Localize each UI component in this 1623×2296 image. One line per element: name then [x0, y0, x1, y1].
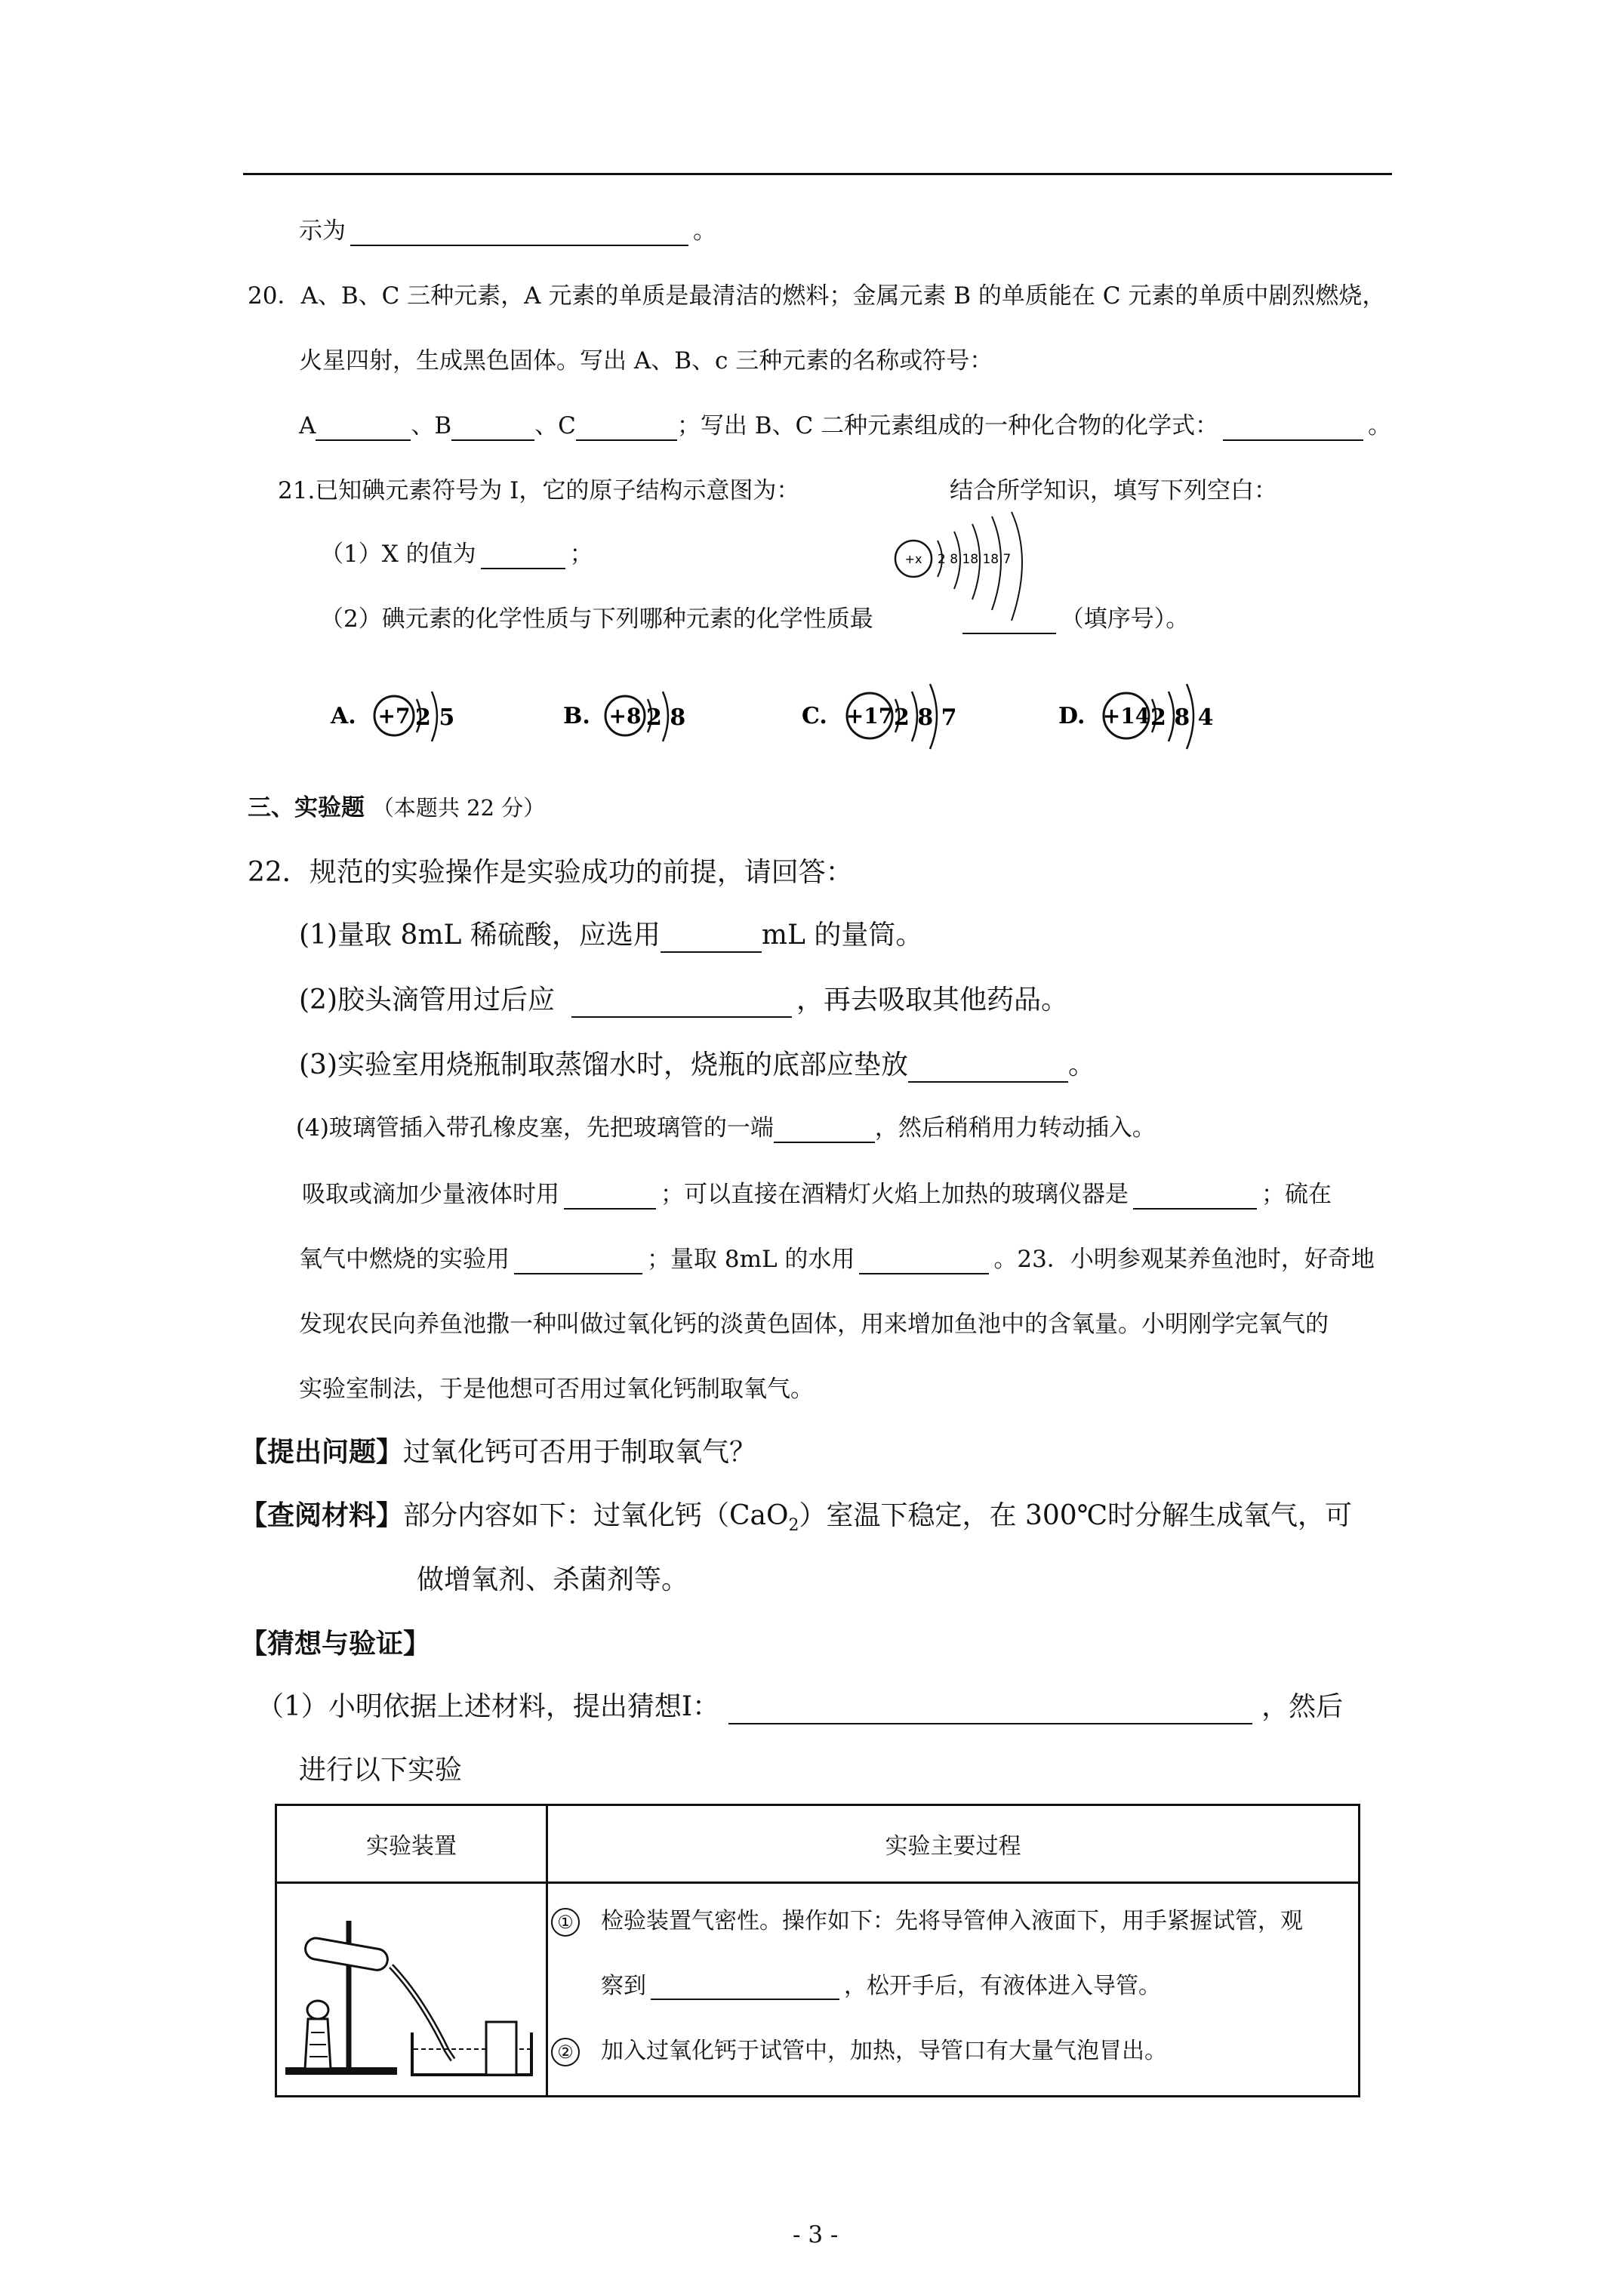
q20-line2: 火星四射，生成黑色固体。写出 A、B、c 三种元素的名称或符号： [299, 347, 993, 374]
experiment-table [275, 1804, 1360, 2097]
q22-blank-2[interactable] [571, 988, 792, 1018]
q20-label-c: 、C [534, 412, 576, 439]
q23-guess-tag: 【猜想与验证】 [240, 1628, 431, 1660]
q21-options [323, 676, 1304, 752]
stand-base [285, 2067, 397, 2075]
q23-ask-tag: 【提出问题】 [240, 1436, 404, 1468]
q23-ref-text2: ）室温下稳定，在 300℃时分解生成氧气，可 [799, 1500, 1352, 1531]
apparatus-cell [276, 1883, 547, 2097]
q21-sub2 [320, 604, 1189, 634]
q21-sub1 [320, 539, 593, 569]
q20-label-a: A [299, 412, 316, 439]
q21-blank-x[interactable] [481, 544, 565, 569]
q22-p6-mid: ；量取 8mL 的水用 [647, 1246, 855, 1273]
step-2-text: 加入过氧化钙于试管中，加热，导管口有大量气泡冒出。 [601, 2038, 1167, 2064]
q22-part4 [296, 1113, 1156, 1143]
q23-ref-text1: 部分内容如下：过氧化钙（CaO [403, 1500, 789, 1531]
q22-blank-6[interactable] [1133, 1184, 1257, 1210]
q22-blank-8[interactable] [859, 1249, 989, 1274]
q20-blank-c[interactable] [576, 415, 677, 441]
header-rule [243, 173, 1392, 175]
q20-blank-a[interactable] [316, 415, 411, 441]
q22-p1-text: (1)量取 8mL 稀硫酸，应选用 [299, 920, 661, 951]
q23-guess-1 [257, 1690, 1343, 1724]
option-b[interactable] [563, 692, 685, 741]
section-3-heading [248, 793, 545, 823]
q19-prefix: 示为 [299, 217, 346, 245]
option-d-letter: D. [1058, 703, 1086, 729]
process-cell [547, 1883, 1360, 2097]
option-d[interactable] [1058, 684, 1214, 749]
q20-blank-b[interactable] [451, 415, 534, 441]
option-c-nucleus: +17 [845, 704, 894, 729]
table-header-apparatus: 实验装置 [276, 1805, 547, 1883]
q22-p5-mid: ；可以直接在酒精灯火焰上加热的玻璃仪器是 [661, 1181, 1129, 1208]
q20-blank-formula[interactable] [1223, 415, 1363, 441]
q23-intro-line3: 实验室制法，于是他想可否用过氧化钙制取氧气。 [299, 1376, 814, 1403]
q22-p1-end: mL 的量筒。 [761, 920, 923, 951]
q19-suffix: 。 [693, 217, 716, 245]
option-d-nucleus: +14 [1102, 704, 1150, 729]
step-1-number: ① [551, 1908, 580, 1937]
q23-ref-subscript: 2 [788, 1516, 799, 1536]
q22-p2-end: ，再去吸取其他药品。 [796, 985, 1069, 1015]
q20-line3 [299, 411, 1391, 441]
q20-label-b: 、B [411, 412, 452, 439]
q23-reference-line2: 做增氧剂、杀菌剂等。 [417, 1564, 689, 1595]
q22-blank-4[interactable] [774, 1117, 875, 1143]
q23-intro-line2: 发现农民向养鱼池撒一种叫做过氧化钙的淡黄色固体，用来增加鱼池中的含氧量。小明刚学完氧气的 [299, 1311, 1329, 1338]
q22-p5-end: ；硫在 [1261, 1181, 1332, 1208]
step-2-line [551, 2032, 1167, 2066]
q21-sub2-end: （填序号）。 [1060, 606, 1190, 633]
q21-stem2: 结合所学知识，填写下列空白： [950, 477, 1277, 504]
page-number: - 3 - [793, 2221, 839, 2248]
q21-sub1-end: ； [569, 541, 593, 568]
q23-ref-tag: 【查阅材料】 [240, 1499, 404, 1531]
q23-blank-guess[interactable] [728, 1694, 1252, 1724]
q22-blank-5[interactable] [564, 1184, 656, 1210]
q23-question [240, 1435, 756, 1470]
q20-formula-prompt: ；写出 B、C 二种元素组成的一种化合物的化学式： [676, 412, 1219, 439]
option-a[interactable] [330, 692, 454, 741]
q22-p2-text: (2)胶头滴管用过后应 [299, 985, 555, 1015]
q23-guess-text: （1）小明依据上述材料，提出猜想Ⅰ： [257, 1691, 720, 1722]
option-a-shells: 2 5 [415, 704, 455, 731]
option-c-letter: C. [802, 703, 827, 729]
q20-line1: 20．A、B、C 三种元素，A 元素的单质是最清洁的燃料；金属元素 B 的单质能在 C 元素的单质中剧烈燃烧， [248, 282, 1386, 310]
option-c-shells: 2 8 7 [894, 704, 957, 731]
step-2-number: ② [551, 2038, 580, 2066]
option-b-letter: B. [563, 703, 590, 729]
q22-line5 [302, 1179, 1332, 1210]
q22-p6-text: 氧气中燃烧的实验用 [299, 1246, 510, 1273]
q22-p5-text: 吸取或滴加少量液体时用 [302, 1181, 559, 1208]
q22-p4-text: (4)玻璃管插入带孔橡皮塞，先把玻璃管的一端 [296, 1114, 774, 1142]
step-1-line1 [551, 1902, 1303, 1937]
q21-sub2-text: （2）碘元素的化学性质与下列哪种元素的化学性质最 [320, 606, 873, 633]
apparatus-drawing [278, 1885, 542, 2088]
q23-reference [240, 1498, 1352, 1543]
q23-guess-end: ，然后 [1261, 1691, 1344, 1722]
iodine-nucleus-label: +x [904, 552, 922, 566]
q22-part2 [299, 983, 1068, 1018]
q22-blank-1[interactable] [661, 923, 762, 953]
option-b-nucleus: +8 [608, 704, 642, 729]
table-body-row [276, 1883, 1360, 2097]
q20-end: 。 [1368, 412, 1392, 439]
option-a-nucleus: +7 [377, 704, 411, 729]
table-header-process: 实验主要过程 [547, 1805, 1360, 1883]
q21-stem: 21.已知碘元素符号为 I，它的原子结构示意图为： [278, 477, 800, 504]
q22-blank-3[interactable] [908, 1052, 1068, 1083]
q22-blank-7[interactable] [514, 1249, 642, 1274]
option-a-letter: A. [331, 703, 356, 729]
step-1-line2 [601, 1967, 1161, 2000]
option-c[interactable] [802, 684, 957, 749]
q22-part3 [299, 1048, 1095, 1083]
q23-ask-text: 过氧化钙可否用于制取氧气？ [403, 1437, 757, 1468]
iodine-shell-counts: 2 8 18 18 7 [938, 552, 1012, 567]
option-b-shells: 2 8 [646, 704, 686, 731]
q22-line6 [299, 1244, 1375, 1274]
step-1-blank[interactable] [651, 1974, 839, 2000]
q22-p6-end: 。23．小明参观某养鱼池时，好奇地 [993, 1246, 1375, 1273]
lamp-flame [307, 2001, 328, 2019]
q22-p4-end: ，然后稍稍用力转动插入。 [874, 1114, 1156, 1142]
q23-guess-line2: 进行以下实验 [299, 1755, 463, 1786]
q22-p3-text: (3)实验室用烧瓶制取蒸馏水时，烧瓶的底部应垫放 [299, 1049, 908, 1080]
q22-part1 [299, 918, 922, 953]
option-d-shells: 2 8 4 [1150, 704, 1214, 731]
step-1-observe: 察到 [601, 1973, 646, 1999]
q21-blank-option[interactable] [962, 609, 1056, 634]
collecting-bottle [486, 2022, 516, 2075]
q19-blank[interactable] [350, 220, 688, 246]
section-3-note: （本题共 22 分） [371, 795, 546, 821]
q22-stem: 22．规范的实验操作是实验成功的前提，请回答： [248, 857, 853, 888]
q21-sub1-text: （1）X 的值为 [320, 541, 476, 568]
section-3-title: 三、实验题 [248, 794, 365, 821]
table-header-row [276, 1805, 1360, 1883]
step-1-text: 检验装置气密性。操作如下：先将导管伸入液面下，用手紧握试管，观 [601, 1908, 1303, 1934]
q22-p3-end: 。 [1068, 1049, 1096, 1080]
step-1-end: ，松开手后，有液体进入导管。 [844, 1973, 1161, 1999]
q19-tail [299, 216, 716, 246]
